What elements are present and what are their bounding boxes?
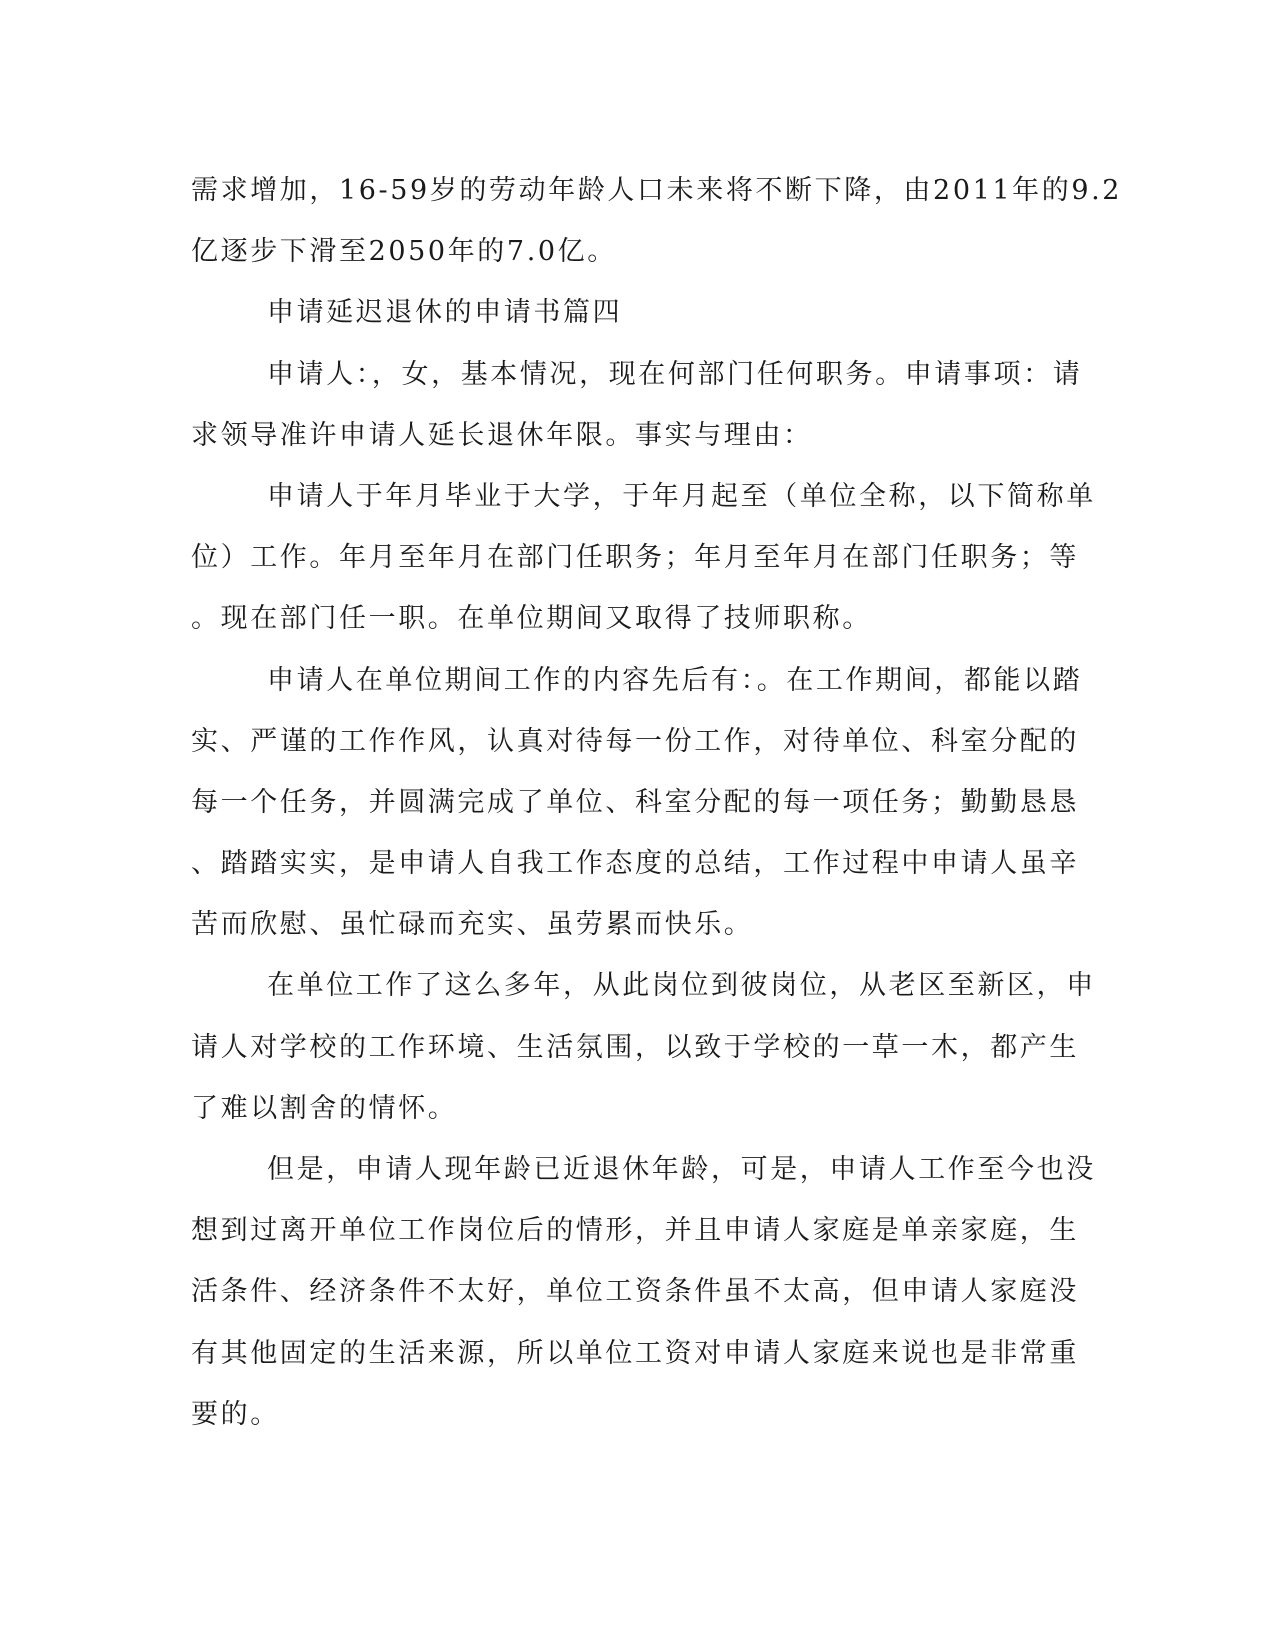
paragraph-start-line: 申请人：，女，基本情况，现在何部门任何职务。申请事项：请 bbox=[267, 358, 1083, 390]
document-body bbox=[191, 160, 1123, 1445]
text-line: 亿逐步下滑至2050年的7.0亿。 bbox=[191, 236, 617, 268]
text-line: 求领导准许申请人延长退休年限。事实与理由： bbox=[191, 419, 813, 451]
text-line: 了难以割舍的情怀。 bbox=[191, 1092, 458, 1124]
paragraph-start-line: 在单位工作了这么多年，从此岗位到彼岗位，从老区至新区，申 bbox=[267, 970, 1096, 1002]
text-line: 位）工作。年月至年月在部门任职务；年月至年月在部门任职务；等 bbox=[191, 542, 1079, 574]
paragraph-start-line: 申请人于年月毕业于大学，于年月起至（单位全称，以下简称单 bbox=[267, 480, 1096, 512]
text-line: 要的。 bbox=[191, 1398, 280, 1430]
text-line: 苦而欣慰、虽忙碌而充实、虽劳累而快乐。 bbox=[191, 909, 754, 941]
section-heading: 申请延迟退休的申请书篇四 bbox=[267, 297, 623, 329]
text-line: 想到过离开单位工作岗位后的情形，并且申请人家庭是单亲家庭，生 bbox=[191, 1215, 1079, 1247]
text-line: 需求增加，16-59岁的劳动年龄人口未来将不断下降，由2011年的9.2 bbox=[191, 175, 1123, 206]
paragraph-start-line: 但是，申请人现年龄已近退休年龄，可是，申请人工作至今也没 bbox=[267, 1154, 1096, 1185]
text-line: 。现在部门任一职。在单位期间又取得了技师职称。 bbox=[191, 603, 872, 635]
text-line: 、踏踏实实，是申请人自我工作态度的总结，工作过程中申请人虽辛 bbox=[191, 848, 1079, 880]
text-line: 有其他固定的生活来源，所以单位工资对申请人家庭来说也是非常重 bbox=[191, 1337, 1079, 1369]
paragraph-start-line: 申请人在单位期间工作的内容先后有：。在工作期间，都能以踏 bbox=[267, 664, 1083, 696]
text-line: 实、严谨的工作作风，认真对待每一份工作，对待单位、科室分配的 bbox=[191, 725, 1079, 757]
text-line: 每一个任务，并圆满完成了单位、科室分配的每一项任务；勤勤恳恳 bbox=[191, 786, 1079, 818]
text-line: 活条件、经济条件不太好，单位工资条件虽不太高，但申请人家庭没 bbox=[191, 1276, 1079, 1308]
text-line: 请人对学校的工作环境、生活氛围，以致于学校的一草一木，都产生 bbox=[191, 1031, 1079, 1063]
